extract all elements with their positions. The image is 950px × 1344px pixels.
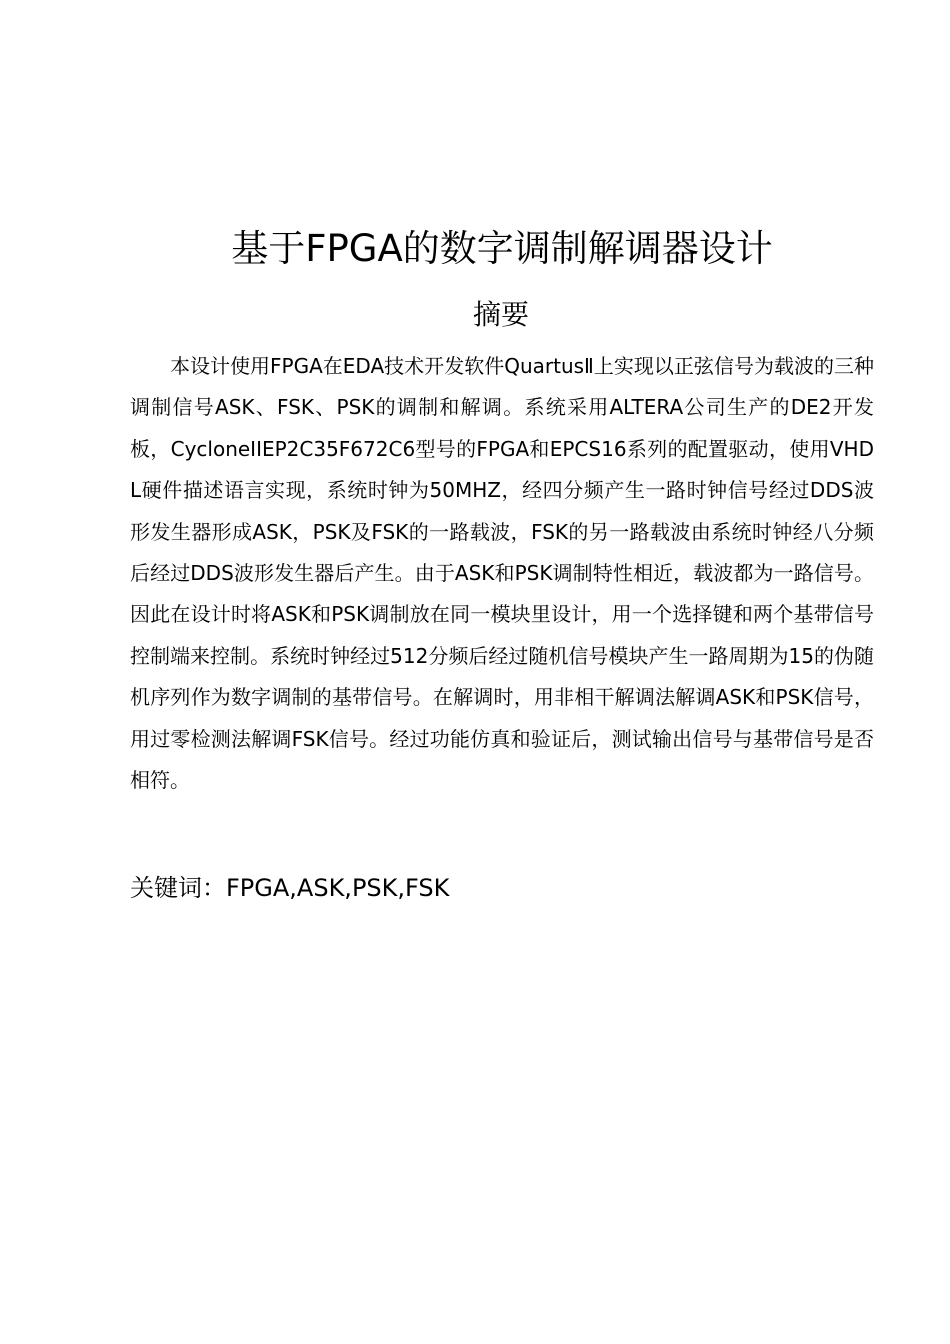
abstract-body: 本设计使用FPGA在EDA技术开发软件QuartusⅡ上实现以正弦信号为载波的三种调制信号ASK、FSK、PSK的调制和解调。系统采用ALTERA公司生产的DE2开发板，CycloneIIEP2C35F672C6型号的FPGA和EPCS16系列的配置驱动，使用VHDL硬件描述语言实现，系统时钟为50MHZ，经四分频产生一路时钟信号经过DDS波形发生器形成ASK，PSK及FSK的一路载波，FSK的另一路载波由系统时钟经八分频后经过DDS波形发生器后产生。由于ASK和PSK调制特性相近，载波都为一路信号。因此在设计时将ASK和PSK调制放在同一模块里设计，用一个选择键和两个基带信号控制端来控制。系统时钟经过512分频后经过随机信号模块产生一路周期为15的伪随机序列作为数字调制的基带信号。在解调时，用非相干解调法解调ASK和PSK信号，用过零检测法解调FSK信号。经过功能仿真和验证后，测试输出信号与基带信号是否相符。 (130, 354, 874, 793)
paper-title: 基于FPGA的数字调制解调器设计 (231, 227, 773, 270)
abstract-heading: 摘要 (472, 298, 529, 331)
keywords-line: 关键词：FPGA,ASK,PSK,FSK (130, 874, 450, 902)
